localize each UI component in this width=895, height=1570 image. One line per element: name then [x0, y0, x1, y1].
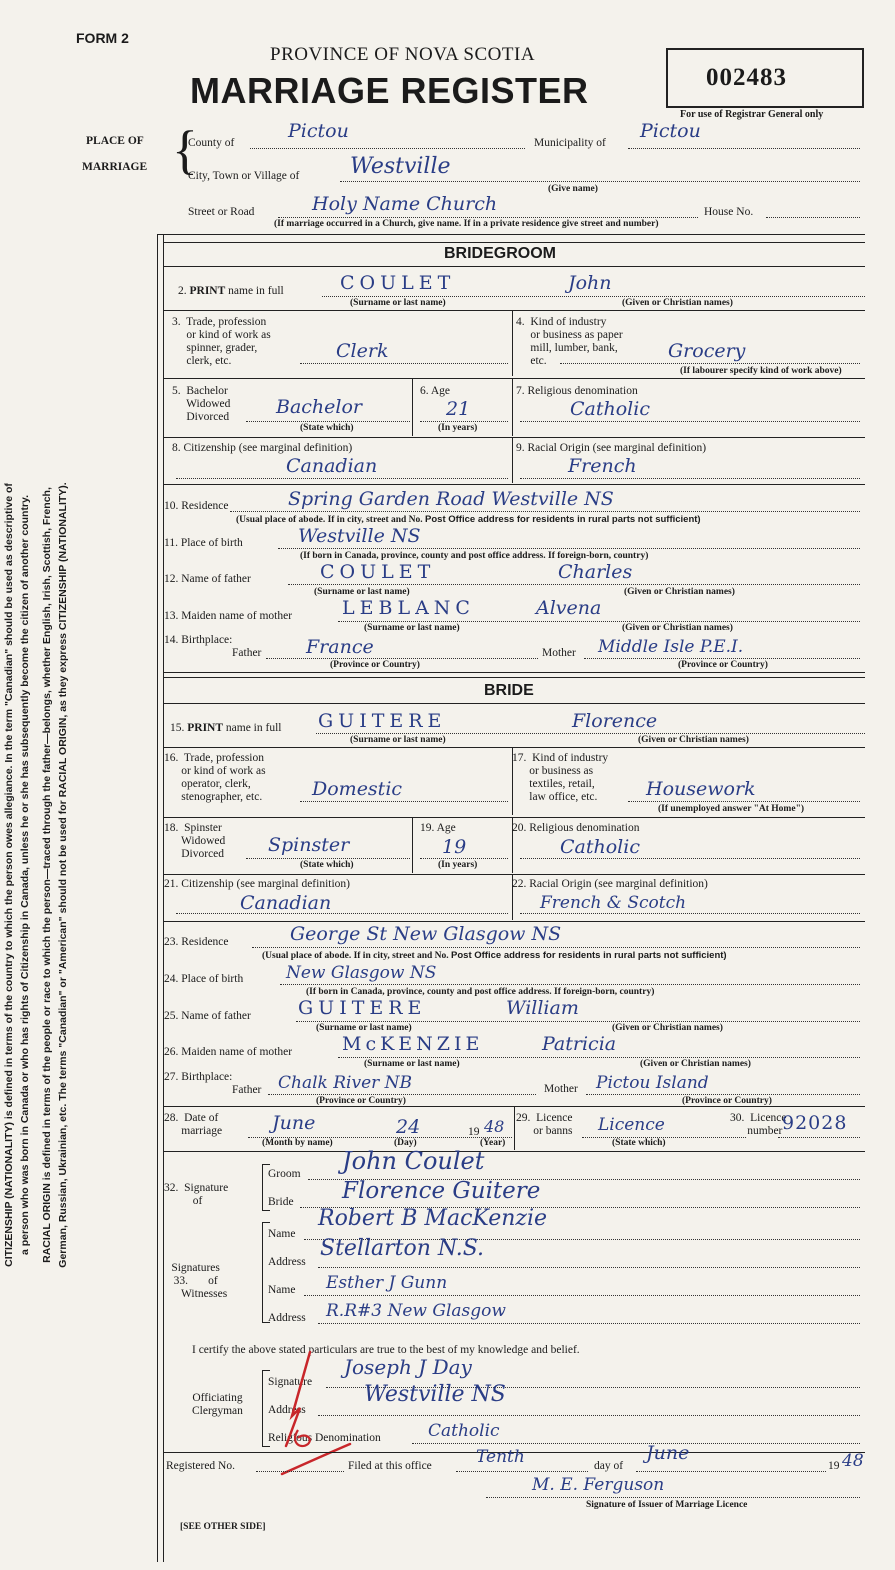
margin-instructions	[0, 295, 135, 1455]
registrar-note: For use of Registrar General only	[680, 109, 824, 120]
county-value: Pictou	[288, 120, 349, 142]
bride-trade: Domestic	[312, 778, 403, 800]
issuer-caption: Signature of Issuer of Marriage Licence	[586, 1500, 748, 1510]
bride-residence-label: 23. Residence	[164, 936, 229, 948]
form-number: FORM 2	[76, 30, 129, 46]
red-check-mark-icon	[270, 1346, 360, 1478]
see-other-side: [SEE OTHER SIDE]	[180, 1522, 266, 1532]
marriage-day: 24	[396, 1116, 421, 1138]
bride-mother-label: 26. Maiden name of mother	[164, 1046, 293, 1058]
signature-of-label: 32. Signature of	[164, 1182, 229, 1207]
licence-number-label: 30. Licence number	[730, 1112, 787, 1137]
place-label-2: MARRIAGE	[82, 161, 148, 173]
registered-number-label: Registered No.	[166, 1460, 235, 1472]
groom-mother-label: 13. Maiden name of mother	[164, 610, 293, 622]
groom-mother-given: Alvena	[536, 597, 602, 619]
witnesses-label: Signatures 33. of Witnesses	[171, 1262, 228, 1300]
groom-section-title: BRIDEGROOM	[444, 245, 556, 262]
groom-status-label: 5. Bachelor Widowed Divorced	[172, 385, 231, 423]
street-value: Holy Name Church	[312, 193, 498, 215]
municipality-label: Municipality of	[534, 137, 606, 149]
city-value: Westville	[350, 154, 451, 179]
sidebar-line-3: CITIZENSHIP (NATIONALITY) is defined in terms of the country to which the person owes allegiance. In the term "Canadian" should be used as descriptive of	[3, 483, 15, 1267]
bride-father-label: 25. Name of father	[164, 1010, 251, 1022]
groom-birthplace: Westville NS	[298, 525, 421, 547]
bride-name-label: 15. PRINT name in full	[170, 722, 282, 734]
filed-year: 48	[842, 1451, 864, 1471]
groom-religion-label: 7. Religious denomination	[516, 385, 638, 397]
groom-mother-surname: LEBLANC	[342, 597, 475, 619]
groom-given: John	[568, 272, 612, 294]
bride-birthplace-parents-label: 27. Birthplace: Father	[164, 1071, 262, 1096]
groom-father-surname: COULET	[320, 561, 436, 583]
document-title: MARRIAGE REGISTER	[190, 70, 589, 111]
bride-religion-label: 20. Religious denomination	[512, 822, 640, 834]
bride-industry-label: 17. Kind of industry or business as textiles, retail, law office, etc.	[512, 752, 609, 803]
bride-status-label: 18. Spinster Widowed Divorced	[164, 822, 226, 860]
bride-signature: Florence Guitere	[342, 1178, 541, 1204]
marriage-month: June	[272, 1112, 316, 1134]
groom-birthplace-parents-label: 14. Birthplace: Father	[164, 634, 262, 659]
bride-birthplace: New Glasgow NS	[286, 963, 437, 983]
house-label: House No.	[704, 206, 754, 218]
bride-residence: George St New Glasgow NS	[290, 923, 562, 945]
groom-residence-label: 10. Residence	[164, 500, 229, 512]
bride-mother-birthplace: Pictou Island	[596, 1073, 709, 1093]
licence-label: 29. Licence or banns	[516, 1112, 573, 1137]
place-brace: {	[172, 120, 198, 180]
bride-racial: French & Scotch	[540, 893, 687, 913]
filed-month: June	[646, 1442, 690, 1464]
bride-age: 19	[442, 836, 467, 858]
groom-religion: Catholic	[570, 398, 650, 420]
groom-racial-label: 9. Racial Origin (see marginal definition)	[516, 442, 707, 454]
street-label: Street or Road	[188, 206, 255, 218]
bride-given: Florence	[572, 710, 658, 732]
bride-surname: GUITERE	[318, 710, 447, 732]
marriage-year: 48	[484, 1117, 505, 1136]
city-label: City, Town or Village of	[188, 170, 300, 182]
witness1-address: Stellarton N.S.	[320, 1236, 485, 1261]
bride-section-title: BRIDE	[484, 682, 534, 699]
witness2-name: Esther J Gunn	[326, 1273, 448, 1293]
groom-father-label: 12. Name of father	[164, 573, 251, 585]
clergyman-label: Officiating Clergyman	[192, 1392, 243, 1417]
county-label: County of	[188, 137, 235, 149]
bride-citizenship: Canadian	[240, 892, 332, 914]
bride-religion: Catholic	[560, 836, 640, 858]
groom-residence: Spring Garden Road Westville NS	[288, 488, 614, 510]
witness2-address: R.R#3 New Glasgow	[326, 1301, 506, 1321]
bride-mother-surname: McKENZIE	[342, 1033, 484, 1055]
certify-statement: I certify the above stated particulars are true to the best of my knowledge and belief.	[192, 1344, 580, 1356]
licence-number: 92028	[782, 1112, 848, 1134]
groom-surname: COULET	[340, 272, 456, 294]
sidebar-line-4: a person who was born in Canada or who has rights of Citizenship in Canada, unless he or she has subsequently become the citizen of another country.	[19, 495, 31, 1256]
municipality-value: Pictou	[640, 120, 701, 142]
groom-racial: French	[568, 455, 637, 477]
bride-father-given: William	[506, 997, 579, 1019]
bride-birthplace-label: 24. Place of birth	[164, 973, 244, 985]
groom-birthplace-label: 11. Place of birth	[164, 537, 243, 549]
registration-number: 002483	[706, 64, 787, 91]
filed-day: Tenth	[476, 1447, 525, 1467]
bride-mother-given: Patricia	[542, 1033, 617, 1055]
clergyman-address: Westville NS	[364, 1382, 506, 1407]
groom-father-given: Charles	[558, 561, 633, 583]
groom-trade: Clerk	[336, 340, 389, 362]
witness1-name: Robert B MacKenzie	[318, 1206, 548, 1231]
bride-citizenship-label: 21. Citizenship (see marginal definition)	[164, 878, 350, 890]
clergyman-signature: Joseph J Day	[344, 1355, 472, 1379]
licence-type: Licence	[598, 1115, 665, 1135]
sidebar-line-6: German, Russian, Ukrainian, etc. The terms "Canadian" or "American" should not be used for RACIAL ORIGIN, as they express CITIZENSHIP (NATIONALITY).	[57, 482, 69, 1268]
groom-mother-birthplace: Middle Isle P.E.I.	[598, 637, 744, 657]
bride-age-label: 19. Age	[420, 822, 456, 834]
groom-industry: Grocery	[668, 340, 746, 362]
bride-trade-label: 16. Trade, profession or kind of work as operator, clerk, stenographer, etc.	[164, 752, 266, 803]
groom-citizenship-label: 8. Citizenship (see marginal definition)	[172, 442, 353, 454]
groom-age-label: 6. Age	[420, 385, 451, 397]
give-name-caption: (Give name)	[548, 184, 598, 194]
bride-status: Spinster	[268, 834, 350, 856]
bride-father-surname: GUITERE	[298, 997, 427, 1019]
bride-industry: Housework	[646, 778, 756, 800]
street-caption: (If marriage occurred in a Church, give name. If in a private residence give street and number)	[274, 219, 659, 229]
place-label-1: PLACE OF	[86, 135, 144, 147]
bride-father-birthplace: Chalk River NB	[278, 1073, 413, 1093]
groom-age: 21	[446, 398, 471, 420]
groom-status: Bachelor	[276, 396, 363, 418]
groom-trade-label: 3. Trade, profession or kind of work as spinner, grader, clerk, etc.	[172, 316, 271, 367]
filed-label: Filed at this office	[348, 1460, 432, 1472]
groom-father-birthplace: France	[306, 636, 374, 658]
bride-racial-label: 22. Racial Origin (see marginal definition)	[512, 878, 708, 890]
date-label: 28. Date of marriage	[164, 1112, 223, 1137]
groom-signature: John Coulet	[342, 1147, 485, 1175]
issuer-signature: M. E. Ferguson	[532, 1475, 665, 1495]
sidebar-line-5: RACIAL ORIGIN is defined in terms of the people or race to which the person—traced through the father—belongs, whether English, Irish, Scottish, French,	[41, 487, 53, 1263]
groom-citizenship: Canadian	[286, 455, 378, 477]
groom-industry-label: 4. Kind of industry or business as paper mill, lumber, bank, etc.	[516, 316, 623, 367]
province-title: PROVINCE OF NOVA SCOTIA	[270, 44, 536, 65]
groom-name-label: 2. PRINT name in full	[178, 285, 284, 297]
clergyman-denomination: Catholic	[428, 1421, 500, 1441]
